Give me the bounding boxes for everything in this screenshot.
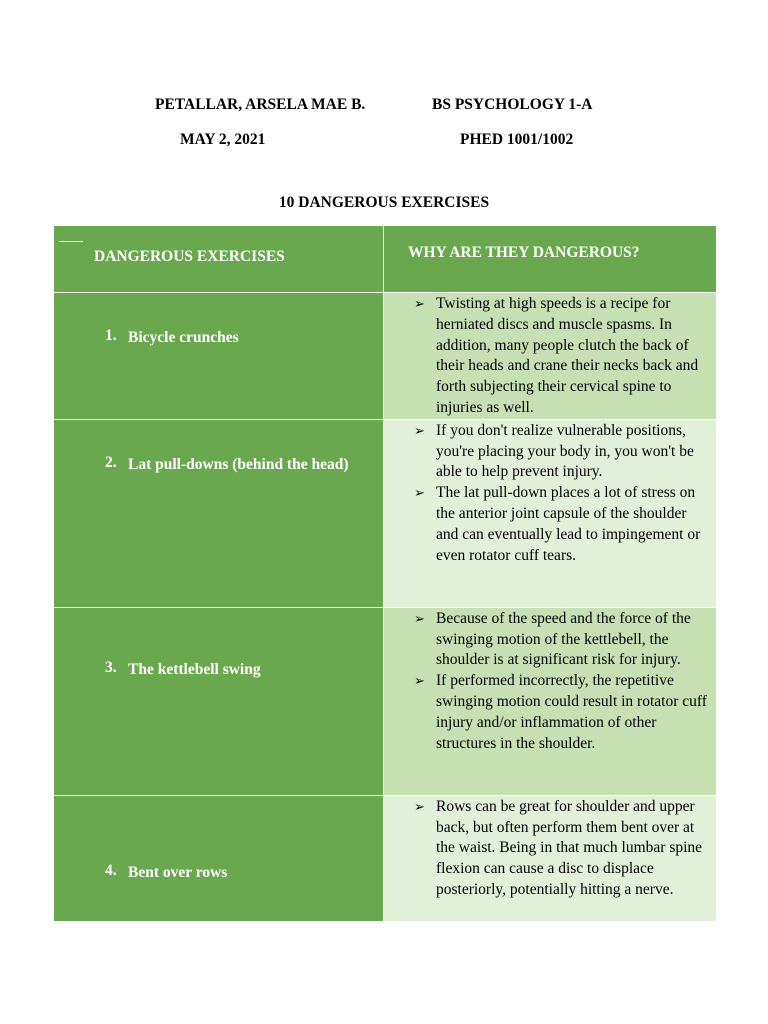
arrow-bullet-icon: ➢ bbox=[414, 485, 425, 501]
reason-item: ➢ If you don't realize vulnerable positions, you're placing your body in, you won't be able to help prevent injury. bbox=[414, 421, 694, 481]
subject-code: PHED 1001/1002 bbox=[460, 131, 574, 148]
arrow-bullet-icon: ➢ bbox=[414, 673, 425, 689]
arrow-bullet-icon: ➢ bbox=[414, 296, 425, 311]
table-row bbox=[54, 293, 717, 420]
reason-cell bbox=[384, 607, 717, 795]
table-row bbox=[54, 419, 717, 607]
arrow-bullet-icon: ➢ bbox=[414, 422, 425, 438]
reason-cell bbox=[384, 795, 717, 921]
course-section: BS PSYCHOLOGY 1-A bbox=[432, 96, 593, 113]
reason-item: ➢ The lat pull-down places a lot of stress on the anterior joint capsule of the shoulder and can eventually lead to impingement or even rotator cuff tears. bbox=[414, 484, 701, 564]
exercise-name: The kettlebell swing bbox=[128, 660, 261, 678]
exercise-name: Bent over rows bbox=[128, 863, 228, 881]
exercise-number: 2. bbox=[105, 453, 117, 471]
table-row bbox=[54, 607, 717, 795]
document-title: 10 DANGEROUS EXERCISES bbox=[278, 194, 490, 211]
submission-date: MAY 2, 2021 bbox=[180, 131, 266, 148]
arrow-bullet-icon: ➢ bbox=[414, 798, 425, 814]
header-mark bbox=[59, 241, 83, 242]
student-name: PETALLAR, ARSELA MAE B. bbox=[155, 96, 366, 113]
reason-item: ➢ Rows can be great for shoulder and upper back, but often perform them bent over at the waist. Being in that much lumbar spine flexion can cause a disc to displace posteriorly, potentially hitting a nerve. bbox=[414, 797, 703, 898]
reason-item: ➢ Twisting at high speeds is a recipe for herniated discs and muscle spasms. In addition, many people clutch the back of their heads and crane their necks back and forth subjecting their cervical spine to injuries as well. bbox=[414, 295, 699, 416]
exercise-cell bbox=[54, 607, 384, 795]
exercise-number: 4. bbox=[105, 861, 117, 879]
reason-cell bbox=[384, 293, 717, 420]
column-header-exercises-label: DANGEROUS EXERCISES bbox=[94, 248, 285, 265]
exercise-number: 1. bbox=[105, 327, 117, 344]
exercise-name: Lat pull-downs (behind the head) bbox=[128, 455, 349, 473]
arrow-bullet-icon: ➢ bbox=[414, 610, 425, 626]
reason-cell bbox=[384, 419, 717, 607]
table-header-row bbox=[54, 226, 717, 293]
column-header-reasons bbox=[384, 226, 717, 293]
reason-item: ➢ Because of the speed and the force of the swinging motion of the kettlebell, the shoulder is at significant risk for injury. bbox=[414, 609, 691, 669]
column-header-reasons-label: WHY ARE THEY DANGEROUS? bbox=[408, 244, 640, 261]
exercise-cell bbox=[54, 795, 384, 921]
exercise-number: 3. bbox=[105, 658, 117, 676]
exercise-table bbox=[53, 225, 717, 922]
exercise-name: Bicycle crunches bbox=[128, 329, 239, 346]
exercise-cell bbox=[54, 293, 384, 420]
table-row bbox=[54, 795, 717, 921]
exercise-cell bbox=[54, 419, 384, 607]
column-header-exercises bbox=[54, 226, 384, 293]
reason-item: ➢ If performed incorrectly, the repetitive swinging motion could result in rotator cuff injury and/or inflammation of other structures in the shoulder. bbox=[414, 672, 707, 752]
